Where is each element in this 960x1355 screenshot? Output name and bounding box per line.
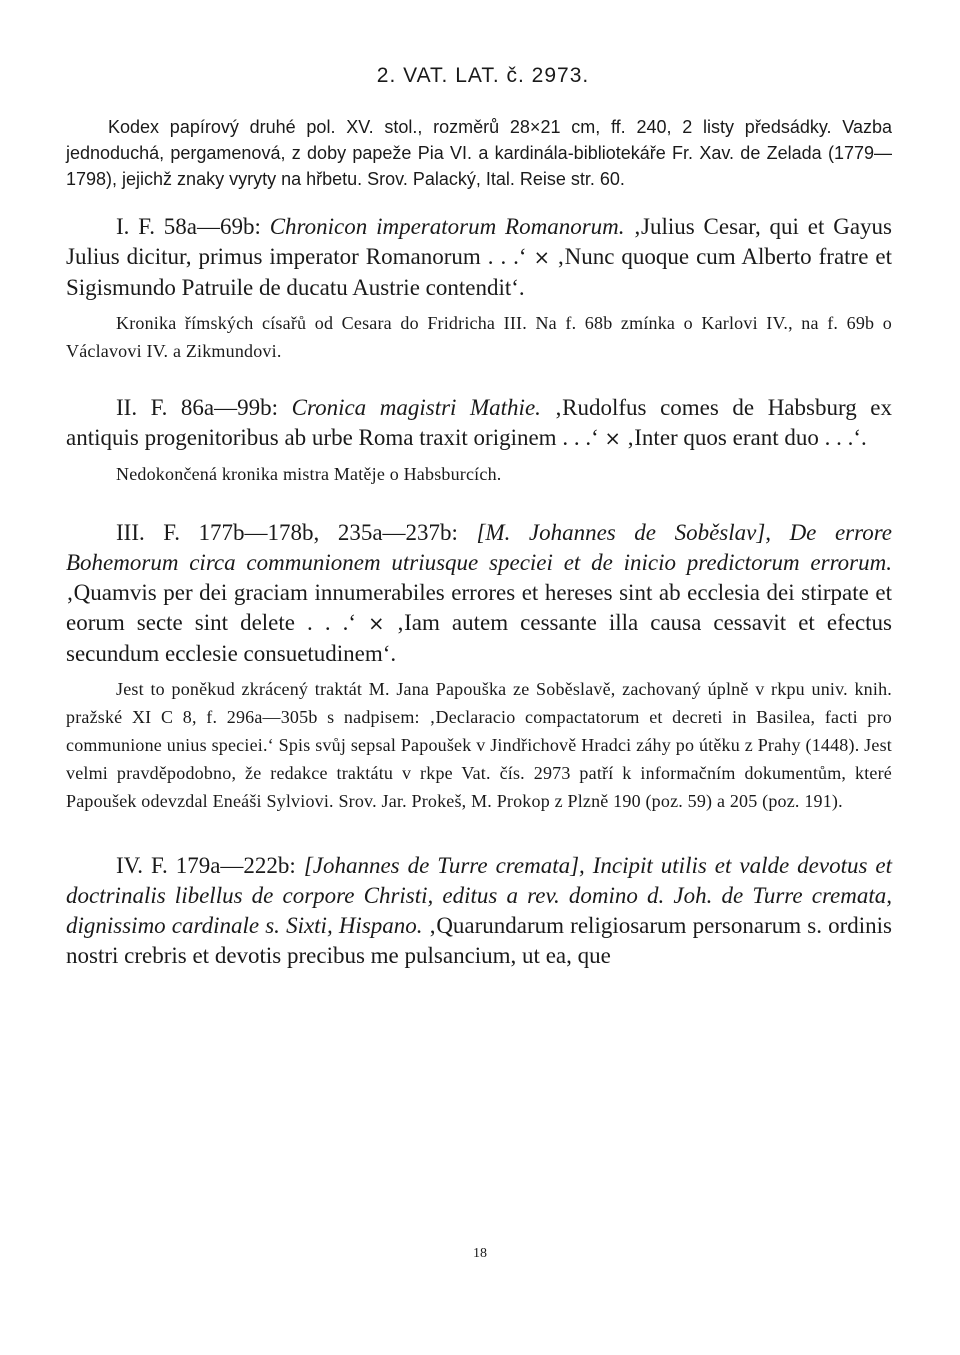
entry-1-explicit: ‚Nunc quoque cum Alberto fratre et Sigismundo Patruile de ducatu Austrie contendit‘. bbox=[66, 244, 892, 300]
entry-2-title: Cronica magistri Mathie. bbox=[291, 395, 541, 420]
entry-1-separator: × bbox=[533, 246, 550, 269]
document-heading: 2. VAT. LAT. č. 2973. bbox=[376, 64, 590, 87]
entry-1-note: Kronika římských císařů od Cesara do Fridricha III. Na f. 68b zmínka o Karlovi IV., na f. 69b o Václavovi IV. a Zikmundovi. bbox=[66, 313, 892, 361]
codex-description: Kodex papírový druhé pol. XV. stol., rozměrů 28×21 cm, ff. 240, 2 listy předsádky. Vazba jednoduchá, pergamenová, z doby papeže Pia VI. a kardinála-bibliotekáře Fr. Xav. de Zelada (1779—1798), jejichž znaky vyryty na hřbetu. Srov. Palacký, Ital. Reise str. 60. bbox=[66, 117, 892, 189]
entry-1-title: Chronicon imperatorum Romanorum. bbox=[269, 214, 625, 239]
entry-1-incipit: ‚Julius Cesar, qui et Gayus Julius dicitur, primus imperator Romanorum . . .‘ bbox=[66, 214, 892, 269]
entry-3-separator: × bbox=[368, 612, 385, 635]
entry-3-note: Jest to poněkud zkrácený traktát M. Jana Papouška ze Soběslavě, zachovaný úplně v rkpu univ. knih. pražské XI C 8, f. 296a—305b s nadpisem: ‚Declaracio compactatorum et decreti in Basilea, facti pro communione unius speciei.‘ Spis svůj sepsal Papoušek v Jindřichově Hradci záhy po útěku z Prahy (1448). Jest velmi pravděpodobno, že redakce traktátu v rkpe Vat. čís. 2973 patří k informačním dokumentům, které Papoušek odevzdal Eneáši Sylviovi. Srov. Jar. Prokeš, M. Prokop z Plzně 190 (poz. 59) a 205 (poz. 191). bbox=[66, 679, 892, 811]
entry-4 bbox=[66, 851, 892, 971]
entry-2-incipit: ‚Rudolfus comes de Habsburg ex antiquis progenitoribus ab urbe Roma traxit originem . . .‘ bbox=[66, 395, 893, 450]
entry-4-incipit: ‚Quarundarum religiosarum personarum s. ordinis nostri crebris et devotis precibus me pulsancium, ut ea, que bbox=[66, 913, 892, 968]
entry-3 bbox=[66, 518, 892, 669]
entry-2 bbox=[66, 393, 892, 454]
entry-2-reference: II. F. 86a—99b: bbox=[116, 395, 292, 420]
entry-3-title: [M. Johannes de Soběslav], De errore Bohemorum circa communionem utriusque speciei et de inicio predictorum errorum. bbox=[66, 520, 893, 575]
page-content bbox=[66, 64, 892, 971]
entry-4-reference: IV. F. 179a—222b: bbox=[116, 853, 304, 878]
entry-1 bbox=[66, 212, 892, 303]
entry-4-title: [Johannes de Turre cremata], Incipit utilis et valde devotus et doctrinalis libellus de corpore Christi, editus a rev. domino d. Joh. de Turre cremata, dignissimo cardinale s. Sixti, Hispano. bbox=[66, 853, 892, 938]
entry-2-note: Nedokončená kronika mistra Matěje o Habsburcích. bbox=[116, 464, 502, 484]
page-number: 18 bbox=[473, 1246, 487, 1261]
entry-1-reference: I. F. 58a—69b: bbox=[116, 214, 270, 239]
entry-3-explicit: ‚Iam autem cessante illa causa cessavit et efectus secundum ecclesie consuetudinem‘. bbox=[66, 610, 892, 666]
entry-2-explicit: ‚Inter quos erant duo . . .‘. bbox=[620, 425, 867, 450]
entry-3-reference: III. F. 177b—178b, 235a—237b: bbox=[116, 520, 477, 545]
entry-2-separator: × bbox=[604, 427, 621, 450]
entry-3-incipit: ‚Quamvis per dei graciam innumerabiles errores et hereses sint ab ecclesia dei stirpate et eorum secte sint delete . . .‘ bbox=[66, 580, 892, 635]
